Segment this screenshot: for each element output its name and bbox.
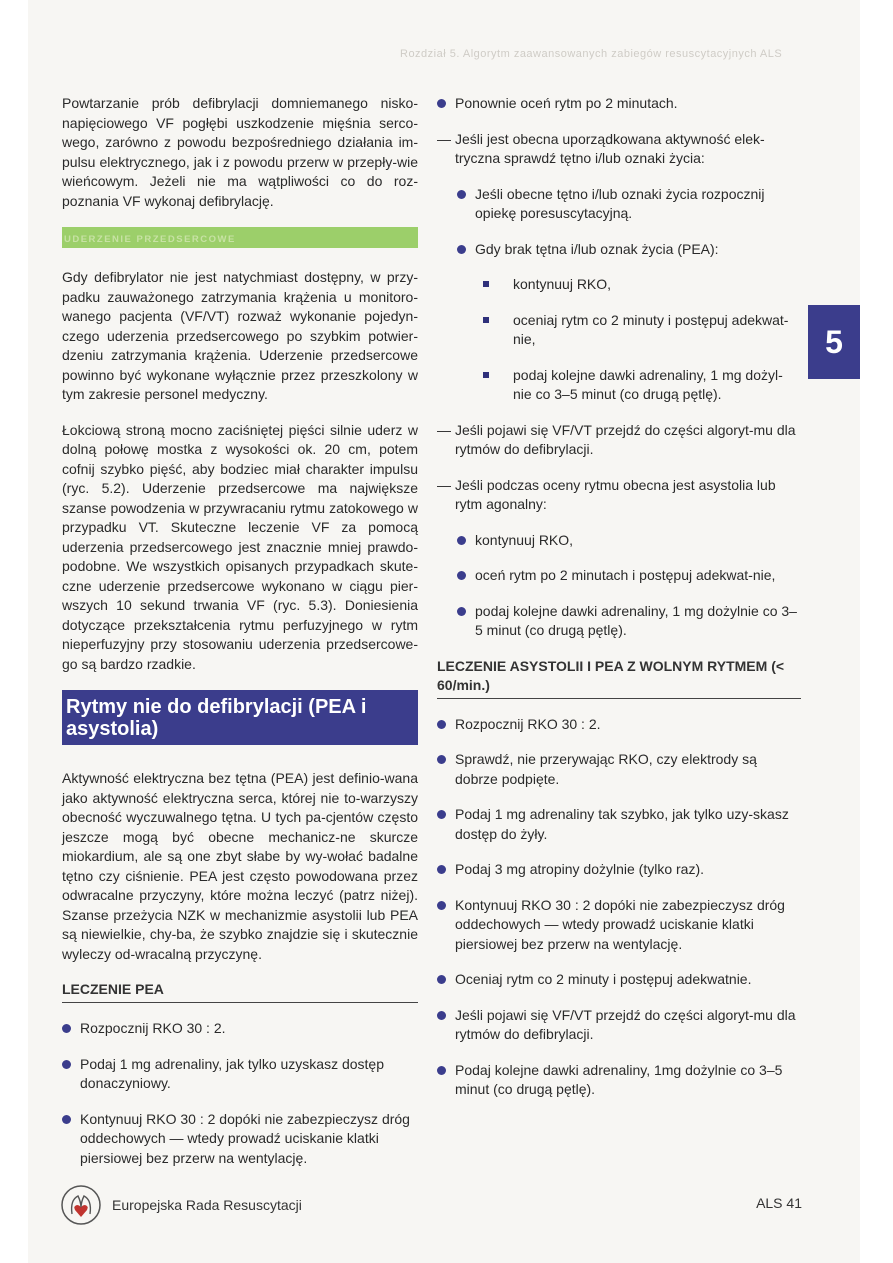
square-item: oceniaj rytm co 2 minuty i postępuj adekwat-nie, (437, 311, 801, 350)
bullet-icon (62, 1060, 71, 1069)
dash-item: — Jeśli jest obecna uporządkowana aktywność elek-tryczna sprawdź tętno i/lub oznaki życia: (437, 130, 765, 166)
heading-asystole-treatment: LECZENIE ASYSTOLII I PEA Z WOLNYM RYTMEM (< 60/min.) (437, 657, 801, 699)
list-item: Ponownie oceń rytm po 2 minutach. (437, 94, 801, 114)
list-item: Oceniaj rytm co 2 minuty i postępuj adekwatnie. (437, 970, 801, 990)
list-item: Sprawdź, nie przerywając RKO, czy elektrody są dobrze podpięte. (437, 750, 801, 789)
left-column (62, 94, 418, 1184)
bullet-icon (437, 720, 446, 729)
chapter-tab: 5 (808, 305, 860, 379)
square-item: podaj kolejne dawki adrenaliny, 1 mg dożyl-nie co 3–5 minut (co drugą pętlę). (437, 366, 801, 405)
dash-item: — Jeśli pojawi się VF/VT przejdź do części algoryt-mu dla rytmów do defibrylacji. (437, 421, 796, 457)
bullet-icon (457, 607, 466, 616)
footer-organization: Europejska Rada Resuscytacji (112, 1197, 302, 1213)
list-item: Jeśli obecne tętno i/lub oznaki życia rozpocznij opiekę poresuscytacyjną. (437, 185, 801, 224)
bullet-icon (62, 1115, 71, 1124)
list-item: Podaj kolejne dawki adrenaliny, 1mg dożylnie co 3–5 minut (co drugą pętlę). (437, 1061, 801, 1100)
bullet-icon (457, 245, 466, 254)
list-item: podaj kolejne dawki adrenaliny, 1 mg dożylnie co 3–5 minut (co drugą pętlę). (437, 602, 801, 641)
heading-pea-treatment: LECZENIE PEA (62, 980, 418, 1003)
bullet-icon (62, 1024, 71, 1033)
list-item: Rozpocznij RKO 30 : 2. (62, 1019, 418, 1039)
list-item: Kontynuuj RKO 30 : 2 dopóki nie zabezpieczysz dróg oddechowych — wtedy prowadź uciskanie klatki piersiowej bez przerw na wentylację. (437, 896, 801, 955)
page-footer (60, 1183, 802, 1227)
list-item: Podaj 1 mg adrenaliny tak szybko, jak tylko uzy-skasz dostęp do żyły. (437, 805, 801, 844)
list-item: Podaj 1 mg adrenaliny, jak tylko uzyskasz dostęp donaczyniowy. (62, 1055, 418, 1094)
list-item: Gdy brak tętna i/lub oznak życia (PEA): (437, 240, 801, 260)
bullet-icon (437, 755, 446, 764)
bullet-icon (437, 901, 446, 910)
paragraph-thump-indication: Gdy defibrylator nie jest natychmiast dostępny, w przy-padku zauważonego zatrzymania krążenia u monitoro-wanego pacjenta (VF/VT) rozważ wykonanie pojedyn-czego uderzenia przedsercowego po szybkim potwier-dzeniu zatrzymania krążenia. Uderzenie przedsercowe powinno być wykonane wyłącznie przez przeszkolony w tym zakresie personel medyczny. (62, 269, 418, 402)
bullet-icon (437, 1066, 446, 1075)
list-item: Podaj 3 mg atropiny dożylnie (tylko raz). (437, 860, 801, 880)
paragraph-intro: Powtarzanie prób defibrylacji domniemanego nisko-napięciowego VF pogłębi uszkodzenie mięśnia serco-wego, zarówno z powodu bezpośredniego działania im-pulsu elektrycznego, jak i z powodu przerw w przepły-wie wieńcowym. Jeżeli nie ma wątpliwości co do roz-poznania VF wykonaj defibrylację. (62, 95, 418, 209)
bleed-through-header: Rozdział 5. Algorytm zaawansowanych zabiegów resuscytacyjnych ALS (400, 48, 783, 60)
bullet-icon (437, 99, 446, 108)
section-title-non-shockable: Rytmy nie do defibrylacji (PEA i asystolia) (62, 690, 418, 745)
square-bullet-icon (483, 281, 489, 287)
bullet-icon (437, 975, 446, 984)
bullet-icon (437, 810, 446, 819)
page-number: ALS 41 (756, 1195, 802, 1211)
list-item: Kontynuuj RKO 30 : 2 dopóki nie zabezpieczysz dróg oddechowych — wtedy prowadź uciskanie klatki piersiowej bez przerw na wentylację. (62, 1110, 418, 1169)
dash-item: — Jeśli podczas oceny rytmu obecna jest asystolia lub rytm agonalny: (437, 476, 776, 512)
erc-logo-icon (60, 1184, 102, 1226)
square-bullet-icon (483, 372, 489, 378)
bullet-icon (457, 571, 466, 580)
bullet-icon (437, 1011, 446, 1020)
bullet-icon (457, 190, 466, 199)
list-item: kontynuuj RKO, (437, 531, 801, 551)
square-item: kontynuuj RKO, (437, 275, 801, 295)
section-heading-precordial-thump: UDERZENIE PRZEDSERCOWE (62, 227, 418, 248)
right-column (437, 94, 801, 1116)
square-bullet-icon (483, 317, 489, 323)
bullet-icon (437, 865, 446, 874)
paragraph-pea-definition: Aktywność elektryczna bez tętna (PEA) jest definio-wana jako aktywność elektryczna serca, której nie to-warzyszy obecność wyczuwalnego tętna. U tych pa-cjentów często jeszcze mogą być obecne mechanicz-ne skurcze miokardium, ale są one zbyt słabe by wy-wołać badalne tętno czy ciśnienie. PEA jest często powodowana przez odwracalne przyczyny, które można leczyć (patrz niżej). Szanse przeżycia NZK w mechanizmie asystolii lub PEA są niewielkie, chy-ba, że szybko znajdzie się i skutecznie wyleczy od-wracalną przyczynę. (62, 770, 418, 962)
list-item: Rozpocznij RKO 30 : 2. (437, 715, 801, 735)
list-item: oceń rytm po 2 minutach i postępuj adekwat-nie, (437, 566, 801, 586)
list-item: Jeśli pojawi się VF/VT przejdź do części algoryt-mu dla rytmów do defibrylacji. (437, 1006, 801, 1045)
paragraph-thump-technique: Łokciową stroną mocno zaciśniętej pięści silnie uderz w dolną połowę mostka z wysokości ok. 20 cm, potem cofnij szybko pięść, aby bodziec miał charakter impulsu (ryc. 5.2). Uderzenie przedsercowe ma największe szanse powodzenia w przywracaniu rytmu zatokowego w przypadku VT. Skuteczne leczenie VF za pomocą uderzenia przedsercowego jest znacznie mniej prawdo-podobne. We wszystkich opisanych przypadkach skute-czne uderzenie przedsercowe wykonano w ciągu pier-wszych 10 sekund trwania VF (ryc. 5.3). Doniesienia dotyczące przekształcenia rytmu perfuzyjnego w rytm nieperfuzyjny przy stosowaniu uderzenia przedsercowe-go są bardzo rzadkie. (62, 421, 418, 672)
bullet-icon (457, 536, 466, 545)
